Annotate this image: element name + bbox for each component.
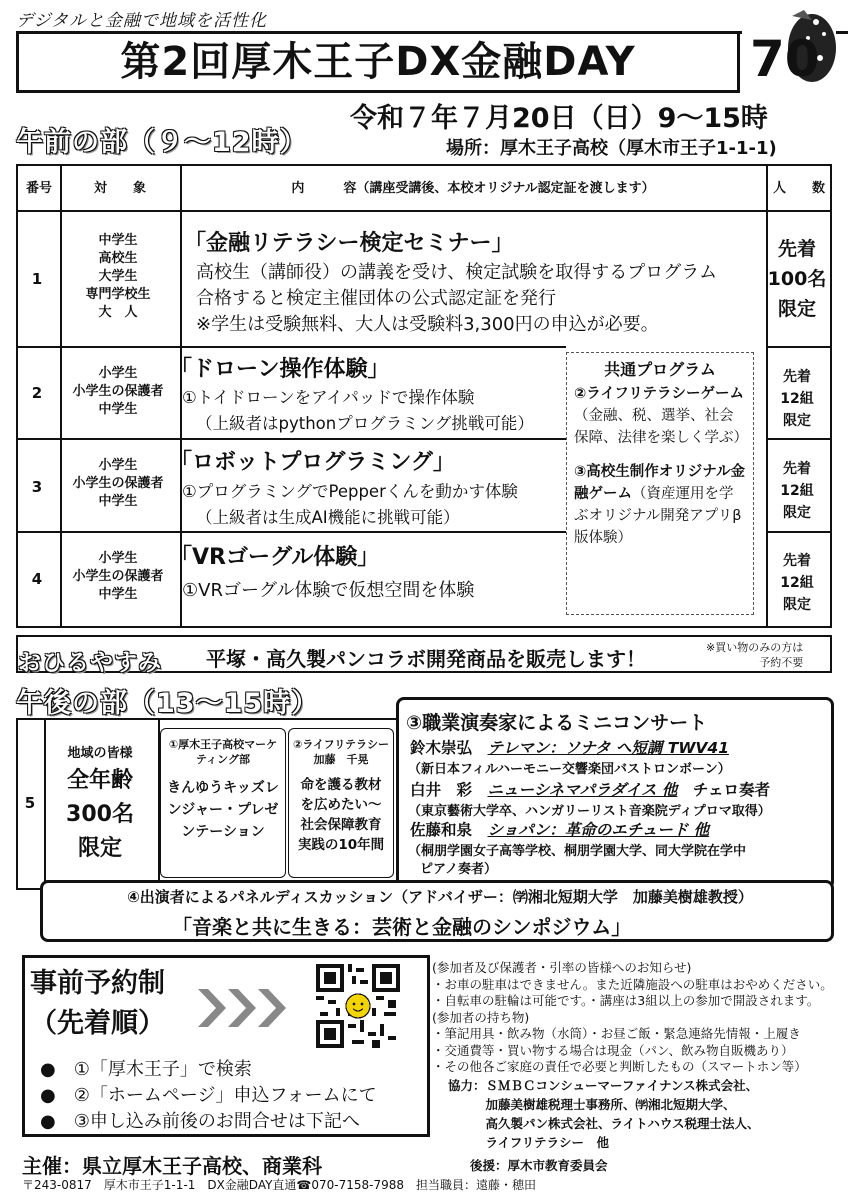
program-description: ①トイドローンをアイパッドで操作体験 (182, 388, 475, 407)
capacity-text: 12組 (780, 391, 814, 407)
performer-line (410, 778, 770, 800)
tagline: デジタルと金融で地域を活性化 (16, 11, 267, 31)
lunch-note-line: ※買い物のみの方は (706, 641, 804, 654)
common-program-item (574, 383, 746, 449)
row-divider (18, 531, 566, 533)
notice-line: ・筆記用具・飲み物（水筒）・お昼ご飯・緊急連絡先情報・上履き (432, 1026, 801, 1041)
sponsor-line: ライフリテラシー 他 (448, 1135, 610, 1150)
event-date: 令和７年７月20日（日）9～15時 (350, 103, 768, 134)
target-label: 中学生 (98, 494, 138, 509)
program-description: ※学生は受験無料、大人は受験料3,300円の申込が必要。 (196, 314, 659, 335)
notice-line: (参加者の持ち物) (432, 1009, 530, 1025)
column-header-number: 番号 (25, 181, 52, 196)
row-divider (18, 438, 566, 440)
program-title: 「ロボットプログラミング」 (170, 450, 455, 475)
reservation-title-line: 事前予約制 (30, 968, 165, 999)
column-header-target: 対 象 (93, 181, 146, 196)
target-label: 大 人 (98, 305, 138, 320)
row-targets (58, 232, 178, 322)
capacity-badge (764, 234, 830, 324)
host-line: 主催：県立厚木王子高校、商業科 (22, 1154, 322, 1178)
program-title: 「VRゴーグル体験」 (170, 545, 380, 570)
row-divider (18, 346, 180, 348)
reservation-title (30, 964, 165, 1044)
qr-code[interactable] (316, 964, 400, 1048)
session-body: きんゆうキッズレンジャー・プレゼンテーション (167, 780, 279, 840)
row-divider (766, 346, 832, 348)
program-title: 「金融リテラシー検定セミナー」 (184, 231, 514, 256)
panel-subtitle: ④出演者によるパネルディスカッション（アドバイザー：㈻湘北短期大学 加藤美樹雄教授） (127, 888, 753, 906)
capacity-text: 限定 (783, 597, 811, 613)
lunch-note (706, 640, 803, 670)
capacity-text: 100名 (767, 268, 827, 290)
lunch-heading: おひるやすみ (18, 650, 162, 676)
anniversary-logo (742, 8, 836, 84)
pm-section-heading: 午後の部（13～15時） (16, 688, 320, 719)
lunch-note-line: 予約不要 (759, 656, 804, 669)
row-number: 1 (31, 270, 43, 288)
target-label: 中学生 (98, 587, 138, 602)
common-program-box (566, 352, 754, 615)
reservation-step: ● ③申し込み前後のお問合せは下記へ (40, 1111, 360, 1132)
common-program-item (574, 461, 746, 549)
row-divider (766, 438, 832, 440)
sponsor-line: 協力：ＳＭＢＣコンシューマーファイナンス株式会社、 (448, 1078, 759, 1093)
program-description: 高校生（講師役）の講義を受け、検定試験を取得するプログラム (196, 262, 718, 283)
session-card (288, 728, 394, 878)
program-title: 「ドローン操作体験」 (170, 357, 390, 382)
event-venue: 場所：厚木王子高校（厚木市王子1-1-1) (446, 138, 777, 159)
notice-line: (参加者及び保護者・引率の皆様へのお知らせ) (432, 960, 692, 975)
capacity-text: 12組 (780, 483, 814, 499)
column-header-capacity: 人 数 (772, 181, 825, 196)
event-title: 第2回厚木王子DX金融DAY (120, 39, 636, 85)
program-description: ①VRゴーグル体験で仮想空間を体験 (182, 580, 475, 601)
session-card (160, 728, 286, 878)
row-number: 2 (31, 384, 43, 402)
reservation-step-text[interactable]: ②「ホームページ」申込フォームにて (73, 1085, 377, 1106)
capacity-text: 先着 (783, 461, 811, 477)
performer-piece: ニューシネマパラダイス 他 (487, 781, 678, 799)
common-program-title: 共通プログラム (604, 360, 716, 379)
program-description: ①プログラミングでPepperくんを動かす体験 (182, 482, 518, 501)
program-description: 合格すると検定主催団体の公式認定証を発行 (196, 288, 556, 309)
notice-line: ・交通費等・買い物する場合は現金（パン、飲み物自販機あり） (432, 1042, 794, 1058)
notice-line: ・その他各ご家庭の責任で必要と判断したもの（スマートホン等） (432, 1059, 807, 1074)
row-number: 4 (31, 570, 43, 588)
logo-text: 70 (750, 30, 820, 84)
reservation-step-text: ①「厚木王子」で検索 (73, 1059, 252, 1080)
performer-name: 鈴木崇弘 (410, 739, 473, 757)
performer-line (410, 736, 729, 758)
target-label: 小学生 (98, 551, 138, 566)
session-title: ②ライフリテラシー (293, 738, 389, 751)
target-label: 専門学校生 (85, 287, 151, 302)
row-targets (58, 457, 178, 511)
support-line: 後援：厚木市教育委員会 (470, 1158, 608, 1173)
pm-capacity-limit: 限定 (77, 836, 122, 861)
performer-name: 佐藤和泉 (410, 821, 473, 839)
target-label: 中学生 (98, 233, 138, 248)
performer-name: 白井 彩 (410, 781, 473, 799)
capacity-badge (764, 550, 830, 616)
capacity-text: 先着 (777, 238, 816, 260)
session-body: 命を護る教材を広めたい～社会保障教育実践の10年間 (297, 777, 385, 853)
target-label: 大学生 (98, 269, 138, 284)
row-number: 5 (24, 794, 36, 812)
reservation-step[interactable]: ● ②「ホームページ」申込フォームにて (40, 1085, 377, 1106)
target-label: 小学生 (98, 366, 138, 381)
concert-title: ③職業演奏家によるミニコンサート (406, 712, 708, 734)
capacity-text: 限定 (783, 413, 811, 429)
target-label: 小学生 (98, 458, 138, 473)
capacity-text: 限定 (783, 505, 811, 521)
performer-piece: ショパン：革命のエチュード 他 (487, 821, 710, 839)
performer-note: ピアノ奏者） (420, 862, 497, 877)
sponsors-block (448, 1076, 760, 1152)
performer-role: チェロ奏者 (692, 781, 770, 799)
reservation-title-line: （先着順） (30, 1008, 165, 1039)
program-description: （上級者はpythonプログラミング挑戦可能） (196, 414, 534, 433)
session-person: 加藤 千晃 (313, 753, 369, 766)
performer-piece: テレマン：ソナタ へ短調 TWV41 (487, 739, 729, 757)
common-item-desc: （金融、税、選挙、社会保障、法律を楽しく学ぶ） (574, 408, 748, 446)
capacity-badge (764, 366, 830, 432)
reservation-step: ● ①「厚木王子」で検索 (40, 1059, 252, 1080)
capacity-text: 12組 (780, 575, 814, 591)
pm-capacity-count: 300名 (66, 802, 134, 827)
capacity-text: 先着 (783, 553, 811, 569)
common-item-name: ③高校生制作オリジナル金融ゲーム (574, 464, 746, 502)
column-header-content: 内 容（講座受講後、本校オリジナル認定証を渡します） (291, 181, 655, 196)
chevron-arrows-icon (194, 985, 304, 1031)
table-header-row (18, 166, 830, 212)
target-label: 中学生 (98, 402, 138, 417)
sponsor-line: 高久製パン株式会社、ライトハウス税理士法人、 (448, 1116, 760, 1131)
pm-capacity (44, 764, 156, 866)
notice-line: ・お車の駐車はできません。また近隣施設への駐車はおやめください。 (432, 976, 833, 992)
am-section-heading: 午前の部（９～12時） (16, 127, 308, 158)
notices-block (432, 960, 833, 1076)
lunch-text: 平塚・高久製パンコラボ開発商品を販売します！ (206, 647, 646, 671)
performer-note: （東京藝術大学卒、ハンガリーリスト音楽院ディプロマ取得） (408, 804, 771, 819)
row-targets (58, 550, 178, 604)
performer-line (410, 818, 709, 840)
common-item-desc: （資産運用を学ぶオリジナル開発アプリβ版体験） (574, 486, 742, 546)
row-divider (766, 531, 832, 533)
target-label: 高校生 (98, 251, 138, 266)
contact-line: 〒243-0817 厚木市王子1-1-1 DX金融DAY直通☎070-7158-7988 担当職員：遠藤・穂田 (22, 1178, 537, 1192)
row-number: 3 (31, 478, 43, 496)
target-label: 小学生の保護者 (72, 384, 164, 399)
program-description: （上級者は生成AI機能に挑戦可能） (196, 508, 460, 527)
sponsor-line: 加藤美樹雄税理士事務所、㈻湘北短期大学、 (448, 1097, 736, 1112)
notice-line: ・自転車の駐輪は可能です。・講座は3組以上の参加で開設されます。 (432, 993, 820, 1008)
panel-title: 「音楽と共に生きる：芸術と金融のシンポジウム」 (172, 915, 632, 939)
capacity-text: 先着 (783, 369, 811, 385)
common-item-name: ②ライフリテラシーゲーム (574, 386, 745, 402)
pm-target-ages: 全年齢 (66, 768, 133, 793)
row-targets (58, 365, 178, 419)
capacity-text: 限定 (777, 298, 816, 320)
pm-target-label: 地域の皆様 (67, 746, 133, 761)
target-label: 小学生の保護者 (72, 569, 164, 584)
performer-note: （新日本フィルハーモニー交響楽団バストロンボーン） (408, 762, 731, 777)
capacity-badge (764, 458, 830, 524)
session-title: ①厚木王子高校マーケティング部 (168, 738, 278, 766)
target-label: 小学生の保護者 (72, 476, 164, 491)
reservation-step-text: ③申し込み前後のお問合せは下記へ (73, 1111, 360, 1132)
performer-note: （桐朋学園女子高等学校、桐朋学園大学、同大学院在学中 (408, 844, 747, 859)
